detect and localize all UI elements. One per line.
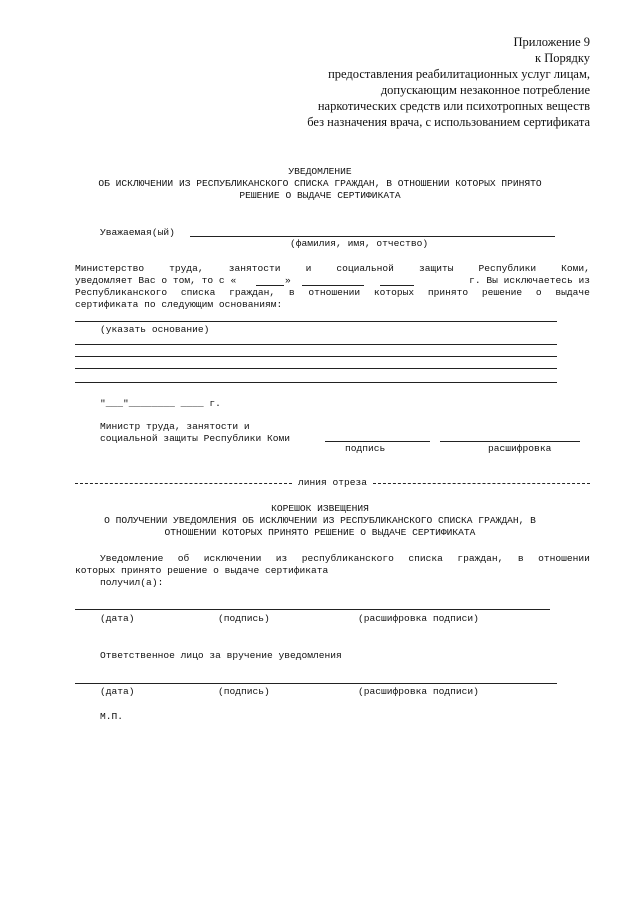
year-blank [380,285,414,286]
receipt-text-line-2: которых принято решение о выдаче сертификата [75,565,329,576]
header-line: без назначения врача, с использованием сертификата [307,115,590,129]
received-label: получил(а): [100,577,164,588]
header-line: Приложение 9 [513,35,590,49]
date-line: "___"________ ____ г. [100,398,221,409]
reason-line [75,344,557,345]
responsible-label: Ответственное лицо за вручение уведомления [100,650,342,661]
notice-title: УВЕДОМЛЕНИЕ [288,166,352,177]
fio-line [190,236,555,237]
decoding-caption: (расшифровка подписи) [358,686,479,697]
receipt-subtitle: О ПОЛУЧЕНИИ УВЕДОМЛЕНИЯ ОБ ИСКЛЮЧЕНИИ ИЗ РЕСПУБЛИКАНСКОГО СПИСКА ГРАЖДАН, В [104,515,536,526]
decoding-caption: (расшифровка подписи) [358,613,479,624]
header-line: предоставления реабилитационных услуг лицам, [328,67,590,81]
day-blank [256,285,284,286]
decoding-caption: расшифровка [488,443,552,454]
responsible-sign-line [75,683,557,684]
header-line: наркотических средств или психотропных веществ [317,99,590,113]
decoding-line [440,441,580,442]
body-line-3: Республиканского списка граждан, в отношении которых принято решение о выдаче [75,287,590,298]
reason-line [75,382,557,383]
cut-line-label: линия отреза [297,477,368,488]
body-line-1: Министерство труда, занятости и социальной защиты Республики Коми, [75,263,590,274]
notice-subtitle: РЕШЕНИЕ О ВЫДАЧЕ СЕРТИФИКАТА [239,190,401,201]
cut-line [75,477,590,489]
body-line-4: сертификата по следующим основаниям: [75,299,283,310]
reason-line [75,356,557,357]
reason-caption: (указать основание) [100,324,210,335]
fio-caption: (фамилия, имя, отчество) [290,238,429,249]
receipt-title: КОРЕШОК ИЗВЕЩЕНИЯ [271,503,369,514]
body-line-2b: » [285,275,291,286]
header-line: к Порядку [535,51,590,65]
receipt-text-line-1: Уведомление об исключении из республиканского списка граждан, в отношении [100,553,590,564]
signature-caption: (подпись) [218,613,270,624]
body-line-2c: г. Вы исключаетесь из [469,275,590,286]
date-caption: (дата) [100,686,135,697]
signature-caption: (подпись) [218,686,270,697]
month-blank [302,285,364,286]
reason-line [75,368,557,369]
reason-line [75,321,557,322]
receipt-subtitle: ОТНОШЕНИИ КОТОРЫХ ПРИНЯТО РЕШЕНИЕ О ВЫДАЧЕ СЕРТИФИКАТА [164,527,476,538]
receipt-sign-line [75,609,550,610]
minister-title: социальной защиты Республики Коми [100,433,290,444]
signature-line [325,441,430,442]
stamp-place: М.П. [100,711,124,722]
minister-title: Министр труда, занятости и [100,421,250,432]
signature-caption: подпись [345,443,386,454]
header-line: допускающим незаконное потребление [380,83,590,97]
greeting-label: Уважаемая(ый) [100,227,175,238]
date-caption: (дата) [100,613,135,624]
body-line-2a: уведомляет Вас о том, то с « [75,275,237,286]
notice-subtitle: ОБ ИСКЛЮЧЕНИИ ИЗ РЕСПУБЛИКАНСКОГО СПИСКА ГРАЖДАН, В ОТНОШЕНИИ КОТОРЫХ ПРИНЯТО [98,178,542,189]
